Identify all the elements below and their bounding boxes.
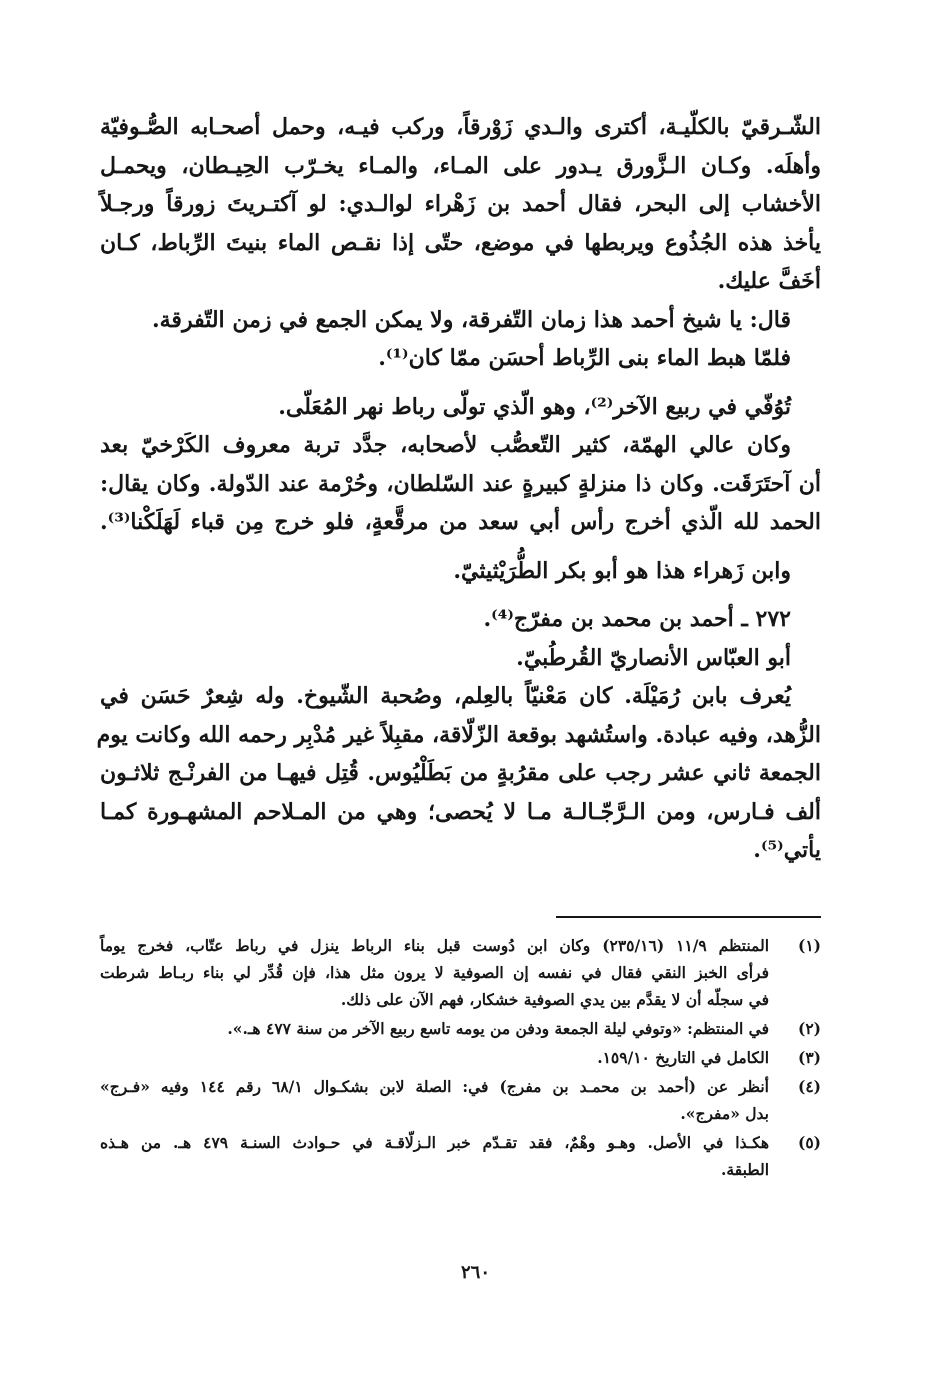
footnote-number: (٢) (797, 1018, 821, 1038)
text-line: أبو العبّاس الأنصاريّ القُرطُبيّ. (516, 644, 791, 671)
footnotes (100, 932, 821, 1183)
footnote (100, 1044, 821, 1071)
text-line: أخَفَّ عليك. (717, 268, 821, 294)
footnote-line: فرأى الخبز النقي فقال في نفسه إن الصوفية لا يرون مثل هذا، فإن قُدِّر لي بناء ربـاط شرطت (100, 962, 769, 982)
text-line: الزُّهد، وفيه عبادة. واستُشهد بوقعة الزّلّاقة، مقبِلاً غير مُدْبِر رحمه الله وكانت يوم (96, 721, 821, 748)
text-line: الأخشاب إلى البحر، فقال أحمد بن زَهْراء لوالـدي: لو آكتـريتَ زورقاً ورجـلاً (100, 191, 821, 217)
footnote-line: هكـذا في الأصل. وهـو وهْمٌ، فقد تقـدّم خبر الـزلّاقـة في حـوادث السنـة ٤٧٩ هـ. من هـذه (100, 1132, 770, 1152)
footnote-number: (١) (797, 935, 821, 955)
footnote-number: (٤) (797, 1076, 821, 1096)
footnote (100, 932, 821, 1013)
text-line: أن آحتَرَقَت. وكان ذا منزلةٍ كبيرةٍ عند السّلطان، وحُرْمة عند الدّولة. وكان يقال: (100, 470, 821, 497)
footnote-line: الطبقة. (721, 1159, 769, 1179)
footnote (100, 1015, 821, 1042)
footnote-line: أنظر عن (أحمد بن محمـد بن مفرج) في: الصلة لابن بشكـوال ٦٨/١ رقم ١٤٤ وفيه «فـرج» (100, 1076, 769, 1096)
text-line: يُعرف بابن رُمَيْلَة. كان مَعْنيّاً بالعِلم، وصُحبة الشّيوخ. وله شِعرٌ حَسَن في (100, 683, 791, 709)
footnote (100, 1129, 821, 1183)
footnote-line: الكامل في التاريخ ١٥٩/١٠. (597, 1047, 769, 1067)
footnote-separator (556, 916, 821, 918)
entry-heading: ٢٧٢ ـ أحمد بن محمد بن مفرّج⁽⁴⁾. (483, 606, 791, 632)
page-number: ٢٦٠ (460, 1262, 490, 1283)
text-line: قال: يا شيخ أحمد هذا زمان التّفرقة، ولا يمكن الجمع في زمن التّفرقة. (151, 306, 791, 333)
footnote (100, 1073, 821, 1127)
main-text (96, 108, 821, 870)
footnote-line: في المنتظم: «وتوفي ليلة الجمعة ودفن من يومه تاسع ربيع الآخر من سنة ٤٧٧ هـ.». (227, 1018, 769, 1038)
text-line: وكان عالي الهمّة، كثير التّعصُّب لأصحابه، جدَّد تربة معروف الكَرْخيّ بعد (100, 432, 791, 458)
text-line: ألف فـارس، ومن الـرَّجّـالـة مـا لا يُحصى؛ وهي من المـلاحم المشهـورة كمـا (100, 798, 821, 825)
footnote-line: المنتظم ١١/٩ (٢٣٥/١٦) وكان ابن دُوست قبل بناء الرباط ينزل في رباط عتّاب، فخرج يوماً (100, 935, 770, 955)
text-line: يأتي⁽⁵⁾. (753, 837, 821, 863)
text-line: وابن زَهراء هذا هو أبو بكر الطُّرَيْثيثيّ. (453, 557, 791, 584)
footnote-line: بدل «مفرج». (680, 1103, 769, 1123)
footnote-line: في سجلّه أن لا يقدَّم بين يدي الصوفية خشكار، فهم الآن على ذلك. (340, 989, 769, 1009)
text-line: فلمّا هبط الماء بنى الرِّباط أحسَن ممّا كان⁽¹⁾. (378, 345, 791, 371)
text-line: تُوُفّي في ربيع الآخر⁽²⁾، وهو الّذي تولّى رباط نهر المُعَلّى. (278, 393, 791, 420)
footnote-number: (٣) (797, 1047, 821, 1067)
text-line: وأهلَه. وكـان الـزَّورق يـدور على المـاء، والمـاء يخـرّب الحِيـطان، ويحمـل (100, 152, 821, 179)
text-line: الجمعة ثاني عشر رجب على مقرُبةٍ من بَطَلْيُوس. قُتِل فيهـا من الفرنْـج ثلاثـون (100, 760, 821, 786)
text-line: يأخذ هذه الجُذُوع ويربطها في موضع، حتّى إذا نقـص الماء بنيتَ الرِّباط، كـان (100, 229, 821, 256)
text-line: الحمد لله الّذي أخرج رأس أبي سعد من مرقَّعةٍ، فلو خرج مِن قباء لَهَلَكْنا⁽³⁾. (100, 509, 821, 535)
footnote-number: (٥) (797, 1132, 821, 1152)
text-line: الشّـرقيّ بالكلّيـة، أكترى والـدي زَوْرقاً، وركب فيـه، وحمل أصحـابه الصُّـوفيّة (100, 114, 821, 140)
